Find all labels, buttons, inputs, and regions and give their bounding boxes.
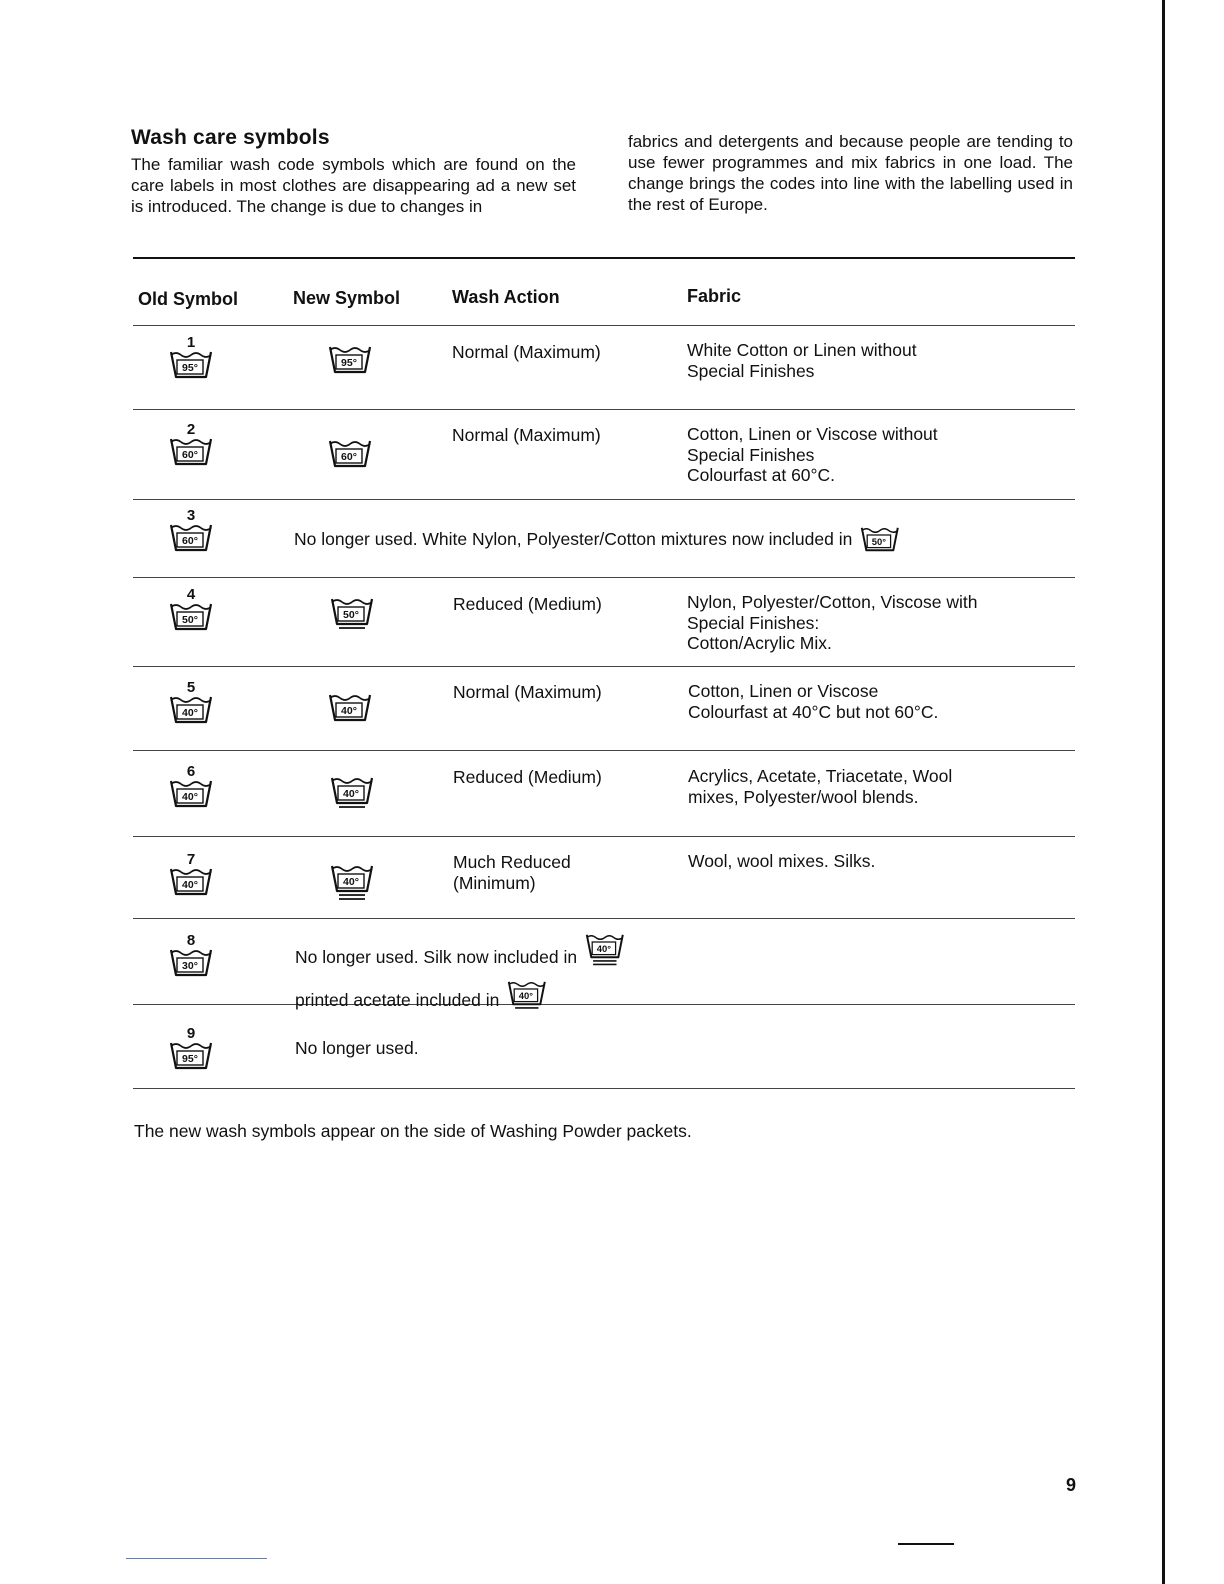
svg-text:40°: 40° [343,876,359,888]
fabric-cell [687,424,938,486]
footer-note: The new wash symbols appear on the side of Washing Powder packets. [134,1121,692,1141]
svg-text:95°: 95° [341,357,357,369]
svg-text:40°: 40° [182,791,198,803]
row-note [295,1034,419,1063]
svg-text:9: 9 [186,1025,196,1042]
row-note [294,525,900,562]
header-wash-action: Wash Action [452,287,560,307]
svg-text:6: 6 [186,763,196,780]
row-separator [133,577,1075,578]
footer-rule-left [126,1558,267,1559]
header-new-symbol: New Symbol [293,288,401,308]
svg-text:40°: 40° [341,705,357,717]
fabric-cell [688,681,938,722]
wash-tub-icon [328,693,372,728]
svg-text:60°: 60° [182,449,198,461]
row-separator [133,499,1075,500]
wash-tub-icon [330,776,374,819]
fabric-cell [688,766,952,807]
wash-tub-icon [328,345,372,380]
fabric-line: Acrylics, Acetate, Triacetate, Wool [688,766,953,786]
row-separator [133,325,1075,326]
wash-tub-icon [169,763,213,814]
fabric-cell [688,851,875,872]
note-line [295,933,625,980]
svg-text:40°: 40° [596,943,612,955]
svg-text:2: 2 [186,421,196,438]
wash-action: Reduced (Medium) [453,594,602,614]
svg-text:50°: 50° [343,609,359,621]
wash-action: Reduced (Medium) [453,767,602,787]
fabric-line: Wool, wool mixes. Silks. [688,851,876,871]
wash-tub-icon [169,932,213,983]
header-fabric: Fabric [687,286,742,306]
row-separator [133,750,1075,751]
row-separator [133,1088,1075,1089]
note-text: printed acetate included in [295,989,500,1010]
svg-text:5: 5 [186,679,196,696]
wash-action: Normal (Maximum) [452,342,601,362]
page-number: 9 [1066,1475,1077,1495]
note-line [295,980,625,1023]
svg-text:7: 7 [186,851,196,868]
svg-text:40°: 40° [182,879,198,891]
fabric-line: mixes, Polyester/wool blends. [688,786,919,807]
wash-tub-icon [507,980,547,1023]
section-heading: Wash care symbols [131,126,330,149]
row-note [295,933,625,1023]
svg-text:60°: 60° [182,535,198,547]
fabric-line: Nylon, Polyester/Cotton, Viscose with [687,592,978,612]
fabric-line: Colourfast at 60°C. [687,465,836,485]
note-text: No longer used. White Nylon, Polyester/Cotton mixtures now included in [294,529,853,549]
note-text: No longer used. [295,1038,419,1058]
page-edge-line [1162,0,1165,1584]
intro-section [131,124,1073,224]
wash-action: Much Reduced (Minimum) [453,852,571,893]
fabric-line: Cotton/Acrylic Mix. [687,633,832,653]
svg-text:40°: 40° [519,990,534,1002]
fabric-line: Colourfast at 40°C but not 60°C. [688,701,939,722]
fabric-line: Special Finishes [687,444,815,465]
svg-text:60°: 60° [341,451,357,463]
note-text: No longer used. Silk now included in [295,946,578,967]
fabric-line: Cotton, Linen or Viscose [688,681,879,701]
header-old-symbol: Old Symbol [138,289,239,309]
svg-text:3: 3 [186,507,196,524]
svg-text:40°: 40° [182,707,198,719]
svg-text:1: 1 [186,334,196,351]
wash-tub-icon [169,586,213,637]
row-separator [133,409,1075,410]
wash-tub-icon [330,597,374,640]
svg-text:50°: 50° [182,614,198,626]
footer-rule-right [898,1543,954,1545]
wash-tub-icon [328,439,372,474]
row-separator [133,836,1075,837]
wash-tub-icon [169,851,213,902]
fabric-line: Special Finishes [687,360,815,381]
fabric-line: Cotton, Linen or Viscose without [687,424,938,444]
fabric-cell [687,340,917,381]
wash-tub-icon [169,507,213,558]
svg-text:8: 8 [186,932,196,949]
fabric-cell [687,592,978,654]
intro-column-right: fabrics and detergents and because people are tending to use fewer programmes and mix fabrics in one load. The change brings the codes into line with the labelling used in the rest of Europe. [628,132,1073,214]
row-separator [133,666,1075,667]
svg-text:95°: 95° [182,362,198,374]
intro-column-left: The familiar wash code symbols which are found on the care labels in most clothes are disappearing ad a new set is introduced. The change is due to changes in [131,155,576,216]
wash-tub-icon [169,1025,213,1076]
svg-text:40°: 40° [343,788,359,800]
svg-text:95°: 95° [182,1053,198,1065]
svg-text:50°: 50° [872,536,887,548]
wash-tub-icon [585,933,625,980]
fabric-line: White Cotton or Linen without [687,340,917,360]
row-separator [133,918,1075,919]
wash-tub-icon [169,679,213,730]
wash-action: Normal (Maximum) [453,682,602,702]
wash-tub-icon [330,864,374,911]
svg-text:30°: 30° [182,960,198,972]
fabric-line: Special Finishes: [687,612,820,633]
wash-tub-icon [169,421,213,472]
svg-text:4: 4 [186,586,196,603]
wash-action: Normal (Maximum) [452,425,601,445]
wash-tub-icon [860,526,900,562]
wash-tub-icon [169,334,213,385]
table-top-rule [133,257,1075,259]
